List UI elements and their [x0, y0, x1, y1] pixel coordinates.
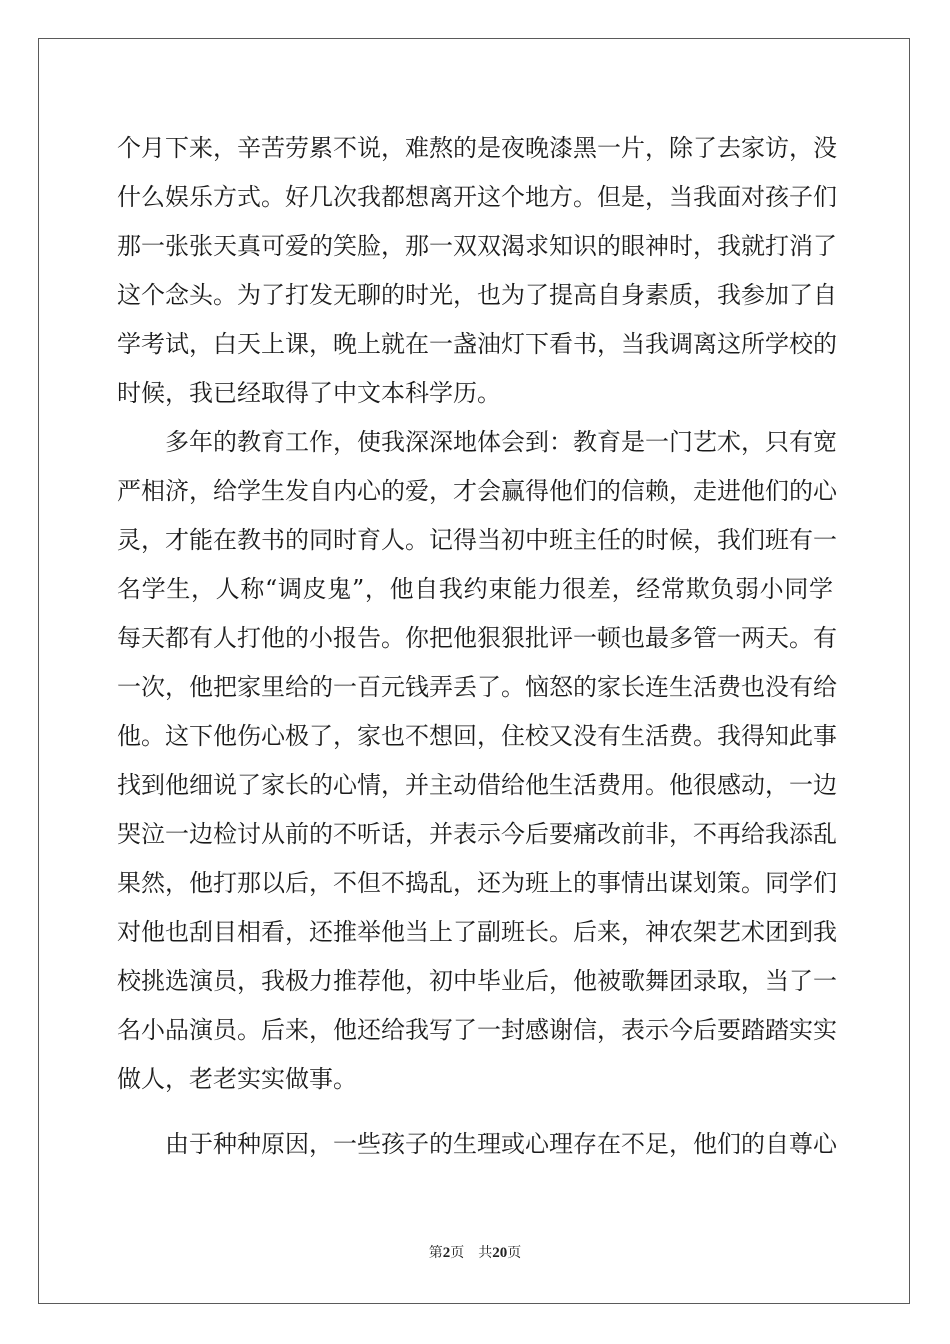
page-number: 2 — [442, 1245, 451, 1261]
text-line: 什么娱乐方式。好几次我都想离开这个地方。但是，当我面对孩子们 — [117, 183, 837, 211]
page-footer — [0, 1243, 950, 1263]
text-line: 找到他细说了家长的心情，并主动借给他生活费用。他很感动，一边 — [117, 771, 837, 799]
text-line: 严相济，给学生发自内心的爱，才会赢得他们的信赖，走进他们的心 — [117, 477, 837, 505]
total-suffix: 页 — [507, 1245, 522, 1261]
page-suffix: 页 — [450, 1245, 465, 1261]
page-prefix: 第 — [428, 1245, 443, 1261]
text-line: 名小品演员。后来，他还给我写了一封感谢信，表示今后要踏踏实实 — [117, 1016, 837, 1044]
paragraph-start-line: 多年的教育工作，使我深深地体会到：教育是一门艺术，只有宽 — [165, 428, 837, 456]
text-line: 一次，他把家里给的一百元钱弄丢了。恼怒的家长连生活费也没有给 — [117, 673, 837, 701]
text-line: 那一张张天真可爱的笑脸，那一双双渴求知识的眼神时，我就打消了 — [117, 232, 837, 260]
text-line: 时候，我已经取得了中文本科学历。 — [117, 379, 501, 407]
text-line: 名学生，人称“调皮鬼”，他自我约束能力很差，经常欺负弱小同学 — [117, 575, 833, 603]
total-prefix: 共 — [478, 1245, 493, 1261]
text-line: 哭泣一边检讨从前的不听话，并表示今后要痛改前非，不再给我添乱 — [117, 820, 837, 848]
text-line: 做人，老老实实做事。 — [117, 1065, 357, 1093]
text-line: 校挑选演员，我极力推荐他，初中毕业后，他被歌舞团录取，当了一 — [117, 967, 837, 995]
total-pages: 20 — [492, 1245, 508, 1261]
text-line: 这个念头。为了打发无聊的时光，也为了提高自身素质，我参加了自 — [117, 281, 837, 309]
text-line: 个月下来，辛苦劳累不说，难熬的是夜晚漆黑一片，除了去家访，没 — [117, 134, 837, 162]
text-line: 每天都有人打他的小报告。你把他狠狠批评一顿也最多管一两天。有 — [117, 624, 837, 652]
paragraph-start-line: 由于种种原因，一些孩子的生理或心理存在不足，他们的自尊心 — [165, 1130, 837, 1158]
text-line: 灵，才能在教书的同时育人。记得当初中班主任的时候，我们班有一 — [117, 526, 837, 554]
text-line: 学考试，白天上课，晚上就在一盏油灯下看书，当我调离这所学校的 — [117, 330, 837, 358]
text-line: 对他也刮目相看，还推举他当上了副班长。后来，神农架艺术团到我 — [117, 918, 837, 946]
text-line: 他。这下他伤心极了，家也不想回，住校又没有生活费。我得知此事 — [117, 722, 837, 750]
text-line: 果然，他打那以后，不但不捣乱，还为班上的事情出谋划策。同学们 — [117, 869, 837, 897]
